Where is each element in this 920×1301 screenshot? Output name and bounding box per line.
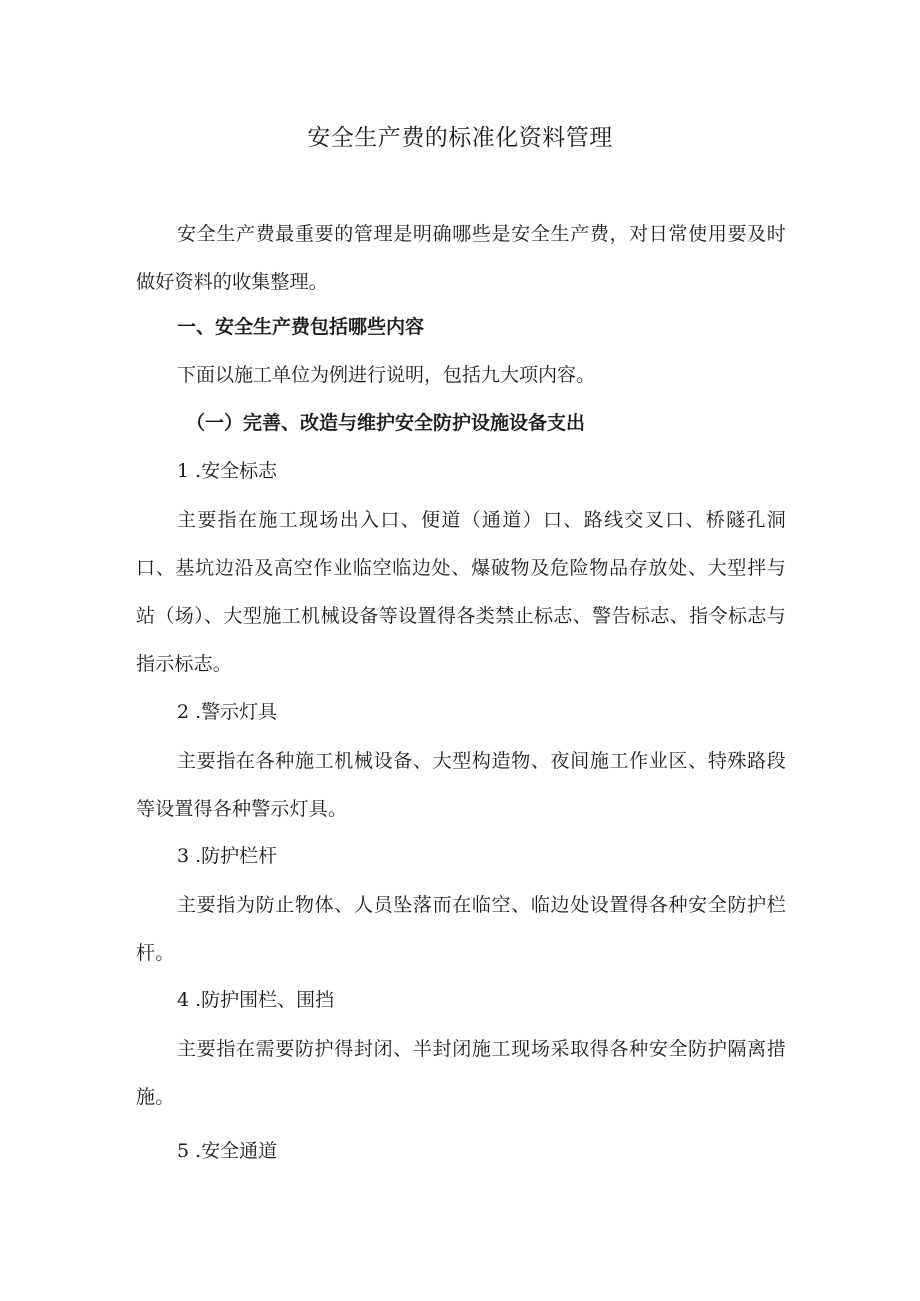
section-heading-1: 一、安全生产费包括哪些内容 — [177, 316, 425, 338]
item-text-2: 主要指在各种施工机械设备、大型构造物、夜间施工作业区、特殊路段等设置得各种警示灯具。 — [136, 750, 786, 820]
item-label-5: 5 .安全通道 — [177, 1140, 278, 1162]
section-intro: 下面以施工单位为例进行说明，包括九大项内容。 — [177, 364, 596, 386]
item-label-3: 3 .防护栏杆 — [177, 845, 278, 867]
item-label-4: 4 .防护围栏、围挡 — [177, 989, 335, 1011]
subsection-heading-1: （一）完善、改造与维护安全防护设施设备支出 — [186, 412, 586, 434]
item-label-1: 1 .安全标志 — [177, 460, 278, 482]
item-text-1: 主要指在施工现场出入口、便道（通道）口、路线交叉口、桥隧孔洞口、基坑边沿及高空作业临空临边处、爆破物及危险物品存放处、大型拌与站（场）、大型施工机械设备等设置得各类禁止标志、警告标志、指令标志与指示标志。 — [136, 509, 786, 675]
item-label-2: 2 .警示灯具 — [177, 701, 278, 723]
item-text-4: 主要指在需要防护得封闭、半封闭施工现场采取得各种安全防护隔离措施。 — [136, 1038, 786, 1108]
intro-paragraph: 安全生产费最重要的管理是明确哪些是安全生产费，对日常使用要及时做好资料的收集整理。 — [136, 223, 786, 293]
document-title: 安全生产费的标准化资料管理 — [307, 125, 613, 151]
item-text-3: 主要指为防止物体、人员坠落而在临空、临边处设置得各种安全防护栏杆。 — [136, 894, 786, 964]
